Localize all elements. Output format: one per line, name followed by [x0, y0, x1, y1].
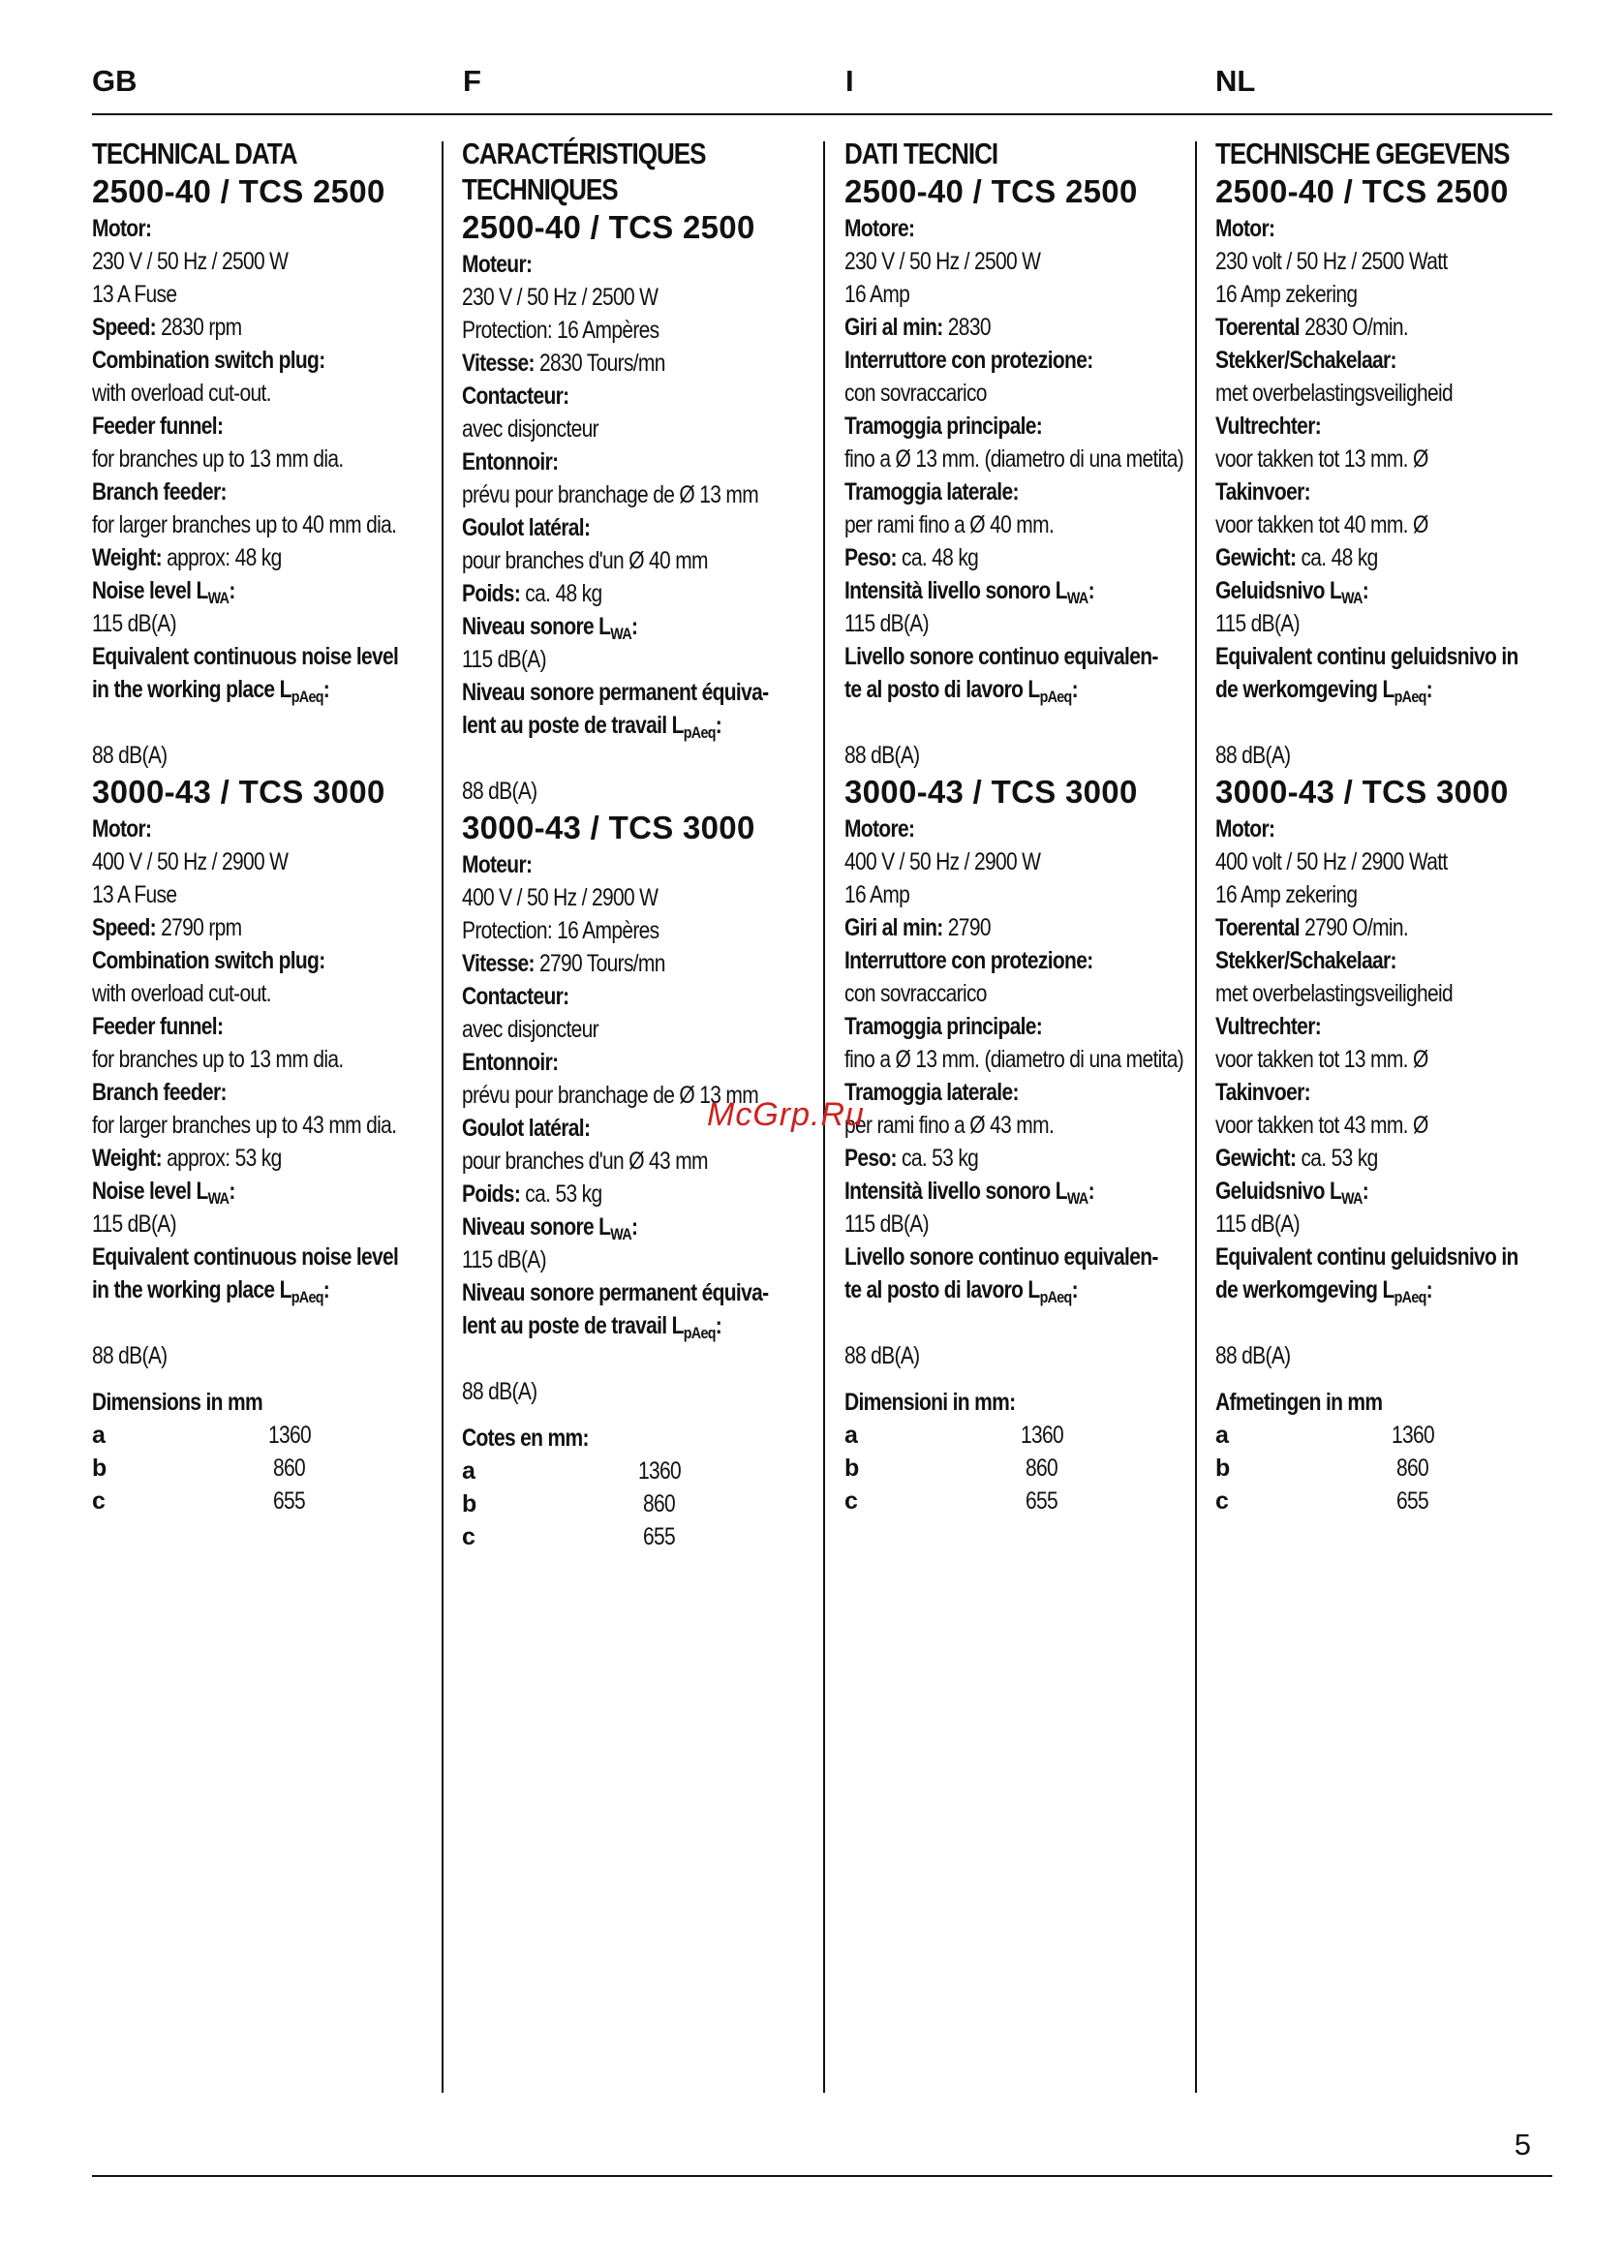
- motor-label: Motor:: [1215, 815, 1275, 843]
- noise-value: 115 dB(A): [462, 646, 546, 673]
- branch-value: pour branches d'un Ø 43 mm: [462, 1148, 708, 1175]
- weight-line: [1215, 541, 1508, 574]
- equivalent-value: 88 dB(A): [1215, 1342, 1291, 1369]
- section-title-cont: TECHNIQUES: [462, 172, 618, 206]
- model-title: 3000-43 / TCS 3000: [462, 810, 755, 845]
- switch-label: Stekker/Schakelaar:: [1215, 347, 1396, 374]
- equivalent-label: Livello sonore continuo equivalen-: [844, 1243, 1158, 1271]
- speed-label: Speed:: [92, 914, 156, 941]
- model-title: 2500-40 / TCS 2500: [92, 173, 385, 209]
- equivalent-value: 88 dB(A): [844, 742, 920, 769]
- weight-value: ca. 48 kg: [525, 580, 602, 607]
- funnel-label: Entonnoir:: [462, 1049, 559, 1076]
- speed-label: Giri al min:: [844, 314, 943, 341]
- branch-label: Tramoggia laterale:: [844, 1079, 1019, 1106]
- fuse-value: Protection: 16 Ampères: [462, 317, 659, 344]
- branch-value: voor takken tot 43 mm. Ø: [1215, 1112, 1428, 1139]
- branch-label: Tramoggia laterale:: [844, 478, 1019, 506]
- equivalent-label: Livello sonore continuo equivalen-: [844, 643, 1158, 670]
- dimension-row: a 1360: [1215, 1422, 1435, 1449]
- noise-label: Intensità livello sonoro $L_{WA}$:: [844, 577, 1094, 607]
- noise-value: 115 dB(A): [462, 1246, 546, 1273]
- switch-value: avec disjoncteur: [462, 1016, 599, 1043]
- fuse-value: 16 Amp: [844, 281, 910, 308]
- funnel-value: for branches up to 13 mm dia.: [92, 1046, 344, 1073]
- bottom-rule: [92, 2175, 1552, 2177]
- speed-value: 2830: [947, 314, 991, 341]
- speed-line: [92, 311, 384, 344]
- noise-value: 115 dB(A): [1215, 1211, 1300, 1238]
- speed-line: [844, 311, 1137, 344]
- weight-label: Weight:: [92, 1145, 162, 1172]
- branch-value: per rami fino a Ø 40 mm.: [844, 511, 1055, 538]
- column-gb: [92, 136, 441, 1517]
- switch-label: Combination switch plug:: [92, 347, 325, 374]
- motor-value: 400 V / 50 Hz / 2900 W: [844, 848, 1041, 875]
- speed-line: [1215, 911, 1508, 944]
- weight-value: approx: 48 kg: [167, 544, 282, 571]
- column-f: [462, 136, 811, 1553]
- motor-value: 400 V / 50 Hz / 2900 W: [462, 884, 659, 911]
- speed-label: Giri al min:: [844, 914, 943, 941]
- switch-value: con sovraccarico: [844, 980, 987, 1007]
- dimension-row: c 655: [92, 1487, 306, 1515]
- speed-label: Toerental: [1215, 314, 1300, 341]
- fuse-value: 16 Amp zekering: [1215, 281, 1358, 308]
- branch-label: Branch feeder:: [92, 478, 227, 506]
- noise-value: 115 dB(A): [844, 610, 929, 637]
- equivalent-label-cont: lent au poste de travail $L_{pAeq}$:: [462, 1312, 722, 1342]
- equivalent-label-cont: te al posto di lavoro $L_{pAeq}$:: [844, 676, 1078, 706]
- branch-value: voor takken tot 40 mm. Ø: [1215, 511, 1428, 538]
- funnel-label: Entonnoir:: [462, 448, 559, 475]
- branch-value: per rami fino a Ø 43 mm.: [844, 1112, 1055, 1139]
- speed-value: 2790 rpm: [161, 914, 242, 941]
- equivalent-label-cont: de werkomgeving $L_{pAeq}$:: [1215, 1276, 1432, 1306]
- lang-header-f: F: [463, 64, 481, 98]
- switch-label: Stekker/Schakelaar:: [1215, 947, 1396, 974]
- speed-line: [462, 947, 754, 980]
- speed-label: Speed:: [92, 314, 156, 341]
- funnel-value: fino a Ø 13 mm. (diametro di una metita): [844, 445, 1184, 473]
- dimensions-heading: Dimensioni in mm:: [844, 1389, 1016, 1416]
- equivalent-value: 88 dB(A): [844, 1342, 920, 1369]
- funnel-value: prévu pour branchage de Ø 13 mm: [462, 481, 759, 508]
- speed-label: Vitesse:: [462, 950, 535, 977]
- branch-label: Goulot latéral:: [462, 1115, 591, 1142]
- model-title: 2500-40 / TCS 2500: [1215, 173, 1509, 209]
- equivalent-value: 88 dB(A): [462, 1378, 537, 1405]
- funnel-label: Tramoggia principale:: [844, 1013, 1043, 1040]
- weight-value: approx: 53 kg: [167, 1145, 282, 1172]
- motor-value: 400 volt / 50 Hz / 2900 Watt: [1215, 848, 1448, 875]
- section-title: TECHNICAL DATA: [92, 137, 297, 170]
- funnel-label: Vultrechter:: [1215, 1013, 1322, 1040]
- watermark: McGrp.Ru: [707, 1096, 865, 1133]
- speed-value: 2830 Tours/mn: [538, 350, 665, 377]
- weight-label: Gewicht:: [1215, 1145, 1297, 1172]
- equivalent-value: 88 dB(A): [92, 742, 168, 769]
- weight-label: Poids:: [462, 1180, 521, 1208]
- equivalent-label-cont: te al posto di lavoro $L_{pAeq}$:: [844, 1276, 1078, 1306]
- weight-label: Peso:: [844, 1145, 897, 1172]
- funnel-value: voor takken tot 13 mm. Ø: [1215, 1046, 1428, 1073]
- weight-line: [462, 577, 754, 610]
- model-title: 2500-40 / TCS 2500: [462, 209, 755, 245]
- equivalent-label-cont: de werkomgeving $L_{pAeq}$:: [1215, 676, 1432, 706]
- speed-line: [1215, 311, 1508, 344]
- branch-label: Branch feeder:: [92, 1079, 227, 1106]
- motor-value: 230 V / 50 Hz / 2500 W: [844, 248, 1041, 275]
- dimensions-heading: Cotes en mm:: [462, 1425, 589, 1452]
- funnel-label: Tramoggia principale:: [844, 413, 1043, 440]
- branch-value: pour branches d'un Ø 40 mm: [462, 547, 708, 574]
- motor-value: 230 volt / 50 Hz / 2500 Watt: [1215, 248, 1448, 275]
- noise-label: Geluidsnivo $L_{WA}$:: [1215, 577, 1369, 607]
- weight-value: ca. 53 kg: [1301, 1145, 1378, 1172]
- weight-line: [1215, 1142, 1508, 1175]
- dimension-row: b 860: [844, 1455, 1058, 1482]
- noise-value: 115 dB(A): [844, 1211, 929, 1238]
- weight-label: Weight:: [92, 544, 162, 571]
- noise-label: Noise level $L_{WA}$:: [92, 577, 235, 607]
- speed-line: [844, 911, 1137, 944]
- motor-label: Motore:: [844, 815, 915, 843]
- fuse-value: 13 A Fuse: [92, 881, 177, 908]
- weight-line: [844, 1142, 1137, 1175]
- equivalent-label-cont: in the working place $L_{pAeq}$:: [92, 1276, 330, 1306]
- noise-value: 115 dB(A): [92, 610, 176, 637]
- funnel-label: Vultrechter:: [1215, 413, 1322, 440]
- speed-label: Vitesse:: [462, 350, 535, 377]
- noise-label: Niveau sonore $L_{WA}$:: [462, 1213, 638, 1243]
- equivalent-label-cont: in the working place $L_{pAeq}$:: [92, 676, 330, 706]
- equivalent-value: 88 dB(A): [92, 1342, 168, 1369]
- dimension-row: a 1360: [462, 1457, 682, 1485]
- switch-value: with overload cut-out.: [92, 980, 271, 1007]
- branch-label: Takinvoer:: [1215, 1079, 1310, 1106]
- branch-value: for larger branches up to 43 mm dia.: [92, 1112, 397, 1139]
- switch-value: con sovraccarico: [844, 380, 987, 407]
- speed-value: 2790: [947, 914, 991, 941]
- noise-label: Noise level $L_{WA}$:: [92, 1178, 235, 1208]
- dimension-row: c 655: [462, 1523, 676, 1550]
- equivalent-value: 88 dB(A): [1215, 742, 1291, 769]
- motor-label: Motor:: [1215, 215, 1275, 242]
- dimensions-heading: Dimensions in mm: [92, 1389, 262, 1416]
- motor-label: Motor:: [92, 215, 152, 242]
- equivalent-value: 88 dB(A): [462, 778, 537, 805]
- switch-label: Interruttore con protezione:: [844, 947, 1093, 974]
- equivalent-label: Equivalent continuous noise level: [92, 643, 399, 670]
- switch-label: Contacteur:: [462, 383, 569, 410]
- funnel-label: Feeder funnel:: [92, 413, 224, 440]
- equivalent-label: Equivalent continu geluidsnivo in: [1215, 1243, 1518, 1271]
- funnel-value: voor takken tot 13 mm. Ø: [1215, 445, 1428, 473]
- dimension-row: a 1360: [844, 1422, 1064, 1449]
- switch-label: Contacteur:: [462, 983, 569, 1010]
- branch-label: Goulot latéral:: [462, 514, 591, 541]
- branch-value: for larger branches up to 40 mm dia.: [92, 511, 397, 538]
- switch-value: met overbelastingsveiligheid: [1215, 980, 1454, 1007]
- fuse-value: 16 Amp zekering: [1215, 881, 1358, 908]
- dimension-row: c 655: [844, 1487, 1058, 1515]
- speed-value: 2830 O/min.: [1304, 314, 1409, 341]
- speed-label: Toerental: [1215, 914, 1300, 941]
- funnel-value: fino a Ø 13 mm. (diametro di una metita): [844, 1046, 1184, 1073]
- model-title: 3000-43 / TCS 3000: [92, 774, 385, 810]
- column-divider: [1195, 141, 1197, 2093]
- funnel-value: prévu pour branchage de Ø 13 mm: [462, 1082, 759, 1109]
- column-i: [844, 136, 1193, 1517]
- switch-label: Interruttore con protezione:: [844, 347, 1093, 374]
- section-title: TECHNISCHE GEGEVENS: [1215, 137, 1510, 170]
- funnel-label: Feeder funnel:: [92, 1013, 224, 1040]
- speed-value: 2790 O/min.: [1304, 914, 1409, 941]
- weight-label: Poids:: [462, 580, 521, 607]
- top-rule: [92, 113, 1552, 115]
- equivalent-label: Niveau sonore permanent équiva-: [462, 679, 769, 706]
- dimension-row: c 655: [1215, 1487, 1429, 1515]
- weight-value: ca. 53 kg: [902, 1145, 979, 1172]
- lang-header-i: I: [845, 64, 854, 98]
- speed-line: [92, 911, 384, 944]
- branch-label: Takinvoer:: [1215, 478, 1310, 506]
- model-title: 3000-43 / TCS 3000: [1215, 774, 1509, 810]
- equivalent-label-cont: lent au poste de travail $L_{pAeq}$:: [462, 712, 722, 742]
- section-title: CARACTÉRISTIQUES: [462, 137, 706, 170]
- fuse-value: Protection: 16 Ampères: [462, 917, 659, 944]
- motor-label: Moteur:: [462, 851, 533, 878]
- funnel-value: for branches up to 13 mm dia.: [92, 445, 344, 473]
- weight-label: Peso:: [844, 544, 897, 571]
- noise-value: 115 dB(A): [92, 1211, 176, 1238]
- motor-label: Moteur:: [462, 251, 533, 278]
- weight-value: ca. 48 kg: [902, 544, 979, 571]
- weight-label: Gewicht:: [1215, 544, 1297, 571]
- equivalent-label: Equivalent continu geluidsnivo in: [1215, 643, 1518, 670]
- lang-header-gb: GB: [92, 64, 138, 98]
- lang-header-nl: NL: [1215, 64, 1256, 98]
- column-nl: [1215, 136, 1564, 1517]
- model-title: 3000-43 / TCS 3000: [844, 774, 1138, 810]
- dimension-row: a 1360: [92, 1422, 312, 1449]
- motor-value: 230 V / 50 Hz / 2500 W: [462, 284, 659, 311]
- speed-line: [462, 347, 754, 380]
- equivalent-label: Equivalent continuous noise level: [92, 1243, 399, 1271]
- motor-label: Motore:: [844, 215, 915, 242]
- weight-line: [462, 1178, 754, 1211]
- switch-value: with overload cut-out.: [92, 380, 271, 407]
- dimension-row: b 860: [462, 1490, 676, 1517]
- switch-label: Combination switch plug:: [92, 947, 325, 974]
- motor-value: 400 V / 50 Hz / 2900 W: [92, 848, 289, 875]
- weight-value: ca. 48 kg: [1301, 544, 1378, 571]
- dimensions-heading: Afmetingen in mm: [1215, 1389, 1383, 1416]
- noise-label: Geluidsnivo $L_{WA}$:: [1215, 1178, 1369, 1208]
- dimension-row: b 860: [1215, 1455, 1429, 1482]
- fuse-value: 16 Amp: [844, 881, 910, 908]
- equivalent-label: Niveau sonore permanent équiva-: [462, 1279, 769, 1306]
- section-title: DATI TECNICI: [844, 137, 998, 170]
- page-number: 5: [1514, 2128, 1531, 2161]
- noise-label: Niveau sonore $L_{WA}$:: [462, 613, 638, 643]
- speed-value: 2830 rpm: [161, 314, 242, 341]
- weight-line: [92, 1142, 384, 1175]
- weight-line: [844, 541, 1137, 574]
- fuse-value: 13 A Fuse: [92, 281, 177, 308]
- speed-value: 2790 Tours/mn: [538, 950, 665, 977]
- weight-value: ca. 53 kg: [525, 1180, 602, 1208]
- switch-value: avec disjoncteur: [462, 415, 599, 443]
- model-title: 2500-40 / TCS 2500: [844, 173, 1138, 209]
- noise-label: Intensità livello sonoro $L_{WA}$:: [844, 1178, 1094, 1208]
- switch-value: met overbelastingsveiligheid: [1215, 380, 1454, 407]
- motor-label: Motor:: [92, 815, 152, 843]
- column-divider: [442, 141, 444, 2093]
- dimension-row: b 860: [92, 1455, 306, 1482]
- noise-value: 115 dB(A): [1215, 610, 1300, 637]
- motor-value: 230 V / 50 Hz / 2500 W: [92, 248, 289, 275]
- weight-line: [92, 541, 384, 574]
